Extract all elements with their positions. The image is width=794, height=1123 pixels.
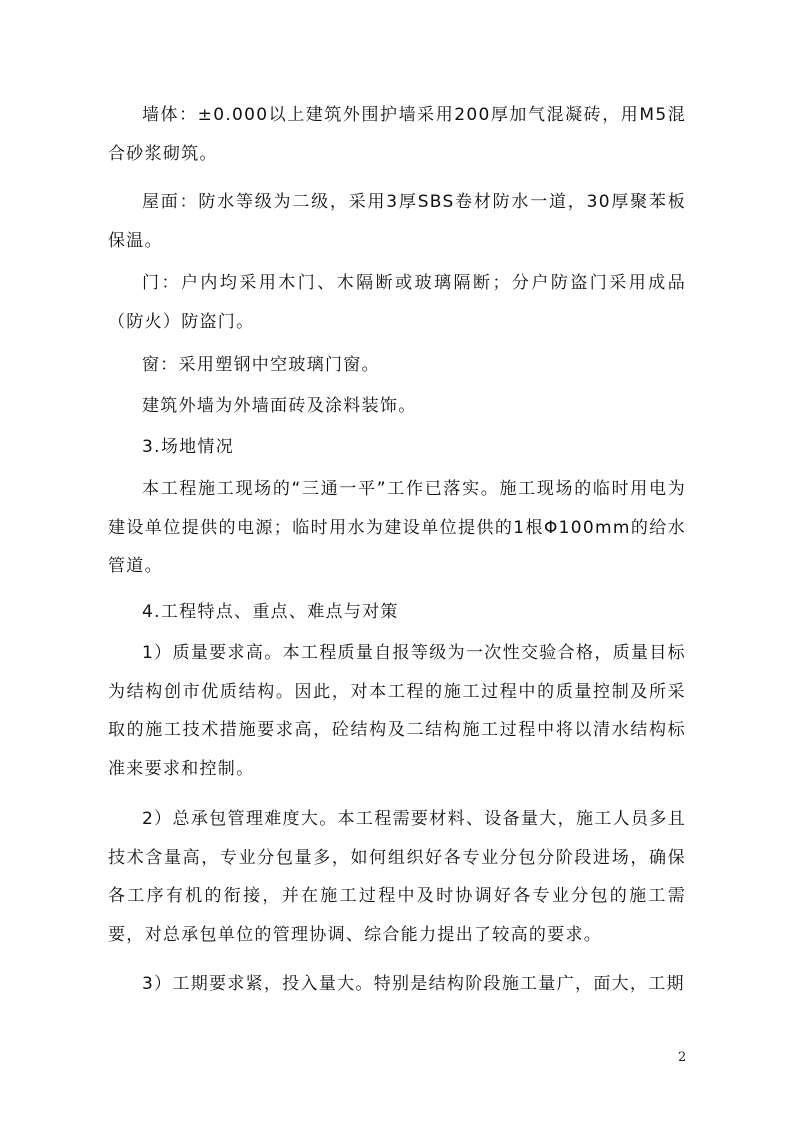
paragraph-site-conditions: 本工程施工现场的“三通一平”工作已落实。施工现场的临时用电为建设单位提供的电源；临时用水为建设单位提供的1根Φ100mm的给水管道。 xyxy=(108,479,686,576)
paragraph-windows: 窗：采用塑钢中空玻璃门窗。 xyxy=(142,355,380,375)
paragraph-roof: 屋面：防水等级为二级，采用3厚SBS卷材防水一道，30厚聚苯板保温。 xyxy=(108,192,686,251)
paragraph-quality: 1）质量要求高。本工程质量自报等级为一次性交验合格，质量目标为结构创市优质结构。因此，对本工程的施工过程中的质量控制及所采取的施工技术措施要求高，砼结构及二结构施工过程中将以清水结构标准来要求和控制。 xyxy=(108,643,686,779)
page-number: 2 xyxy=(678,1050,687,1065)
paragraph-management: 2）总承包管理难度大。本工程需要材料、设备量大，施工人员多且技术含量高，专业分包量多，如何组织好各专业分包分阶段进场，确保各工序有机的衔接，并在施工过程中及时协调好各专业分包的施工需要，对总承包单位的管理协调、综合能力提出了较高的要求。 xyxy=(108,809,686,945)
paragraph-doors: 门：户内均采用木门、木隔断或玻璃隔断；分户防盗门采用成品（防火）防盗门。 xyxy=(108,273,686,332)
section-heading-features: 4.工程特点、重点、难点与对策 xyxy=(142,602,399,622)
paragraph-exterior-wall: 建筑外墙为外墙面砖及涂料装饰。 xyxy=(142,396,417,416)
section-heading-site: 3.场地情况 xyxy=(142,437,235,457)
paragraph-wall: 墙体：±0.000以上建筑外围护墙采用200厚加气混凝砖，用M5混合砂浆砌筑。 xyxy=(108,105,686,164)
paragraph-schedule: 3）工期要求紧，投入量大。特别是结构阶段施工量广，面大，工期 xyxy=(142,974,685,994)
